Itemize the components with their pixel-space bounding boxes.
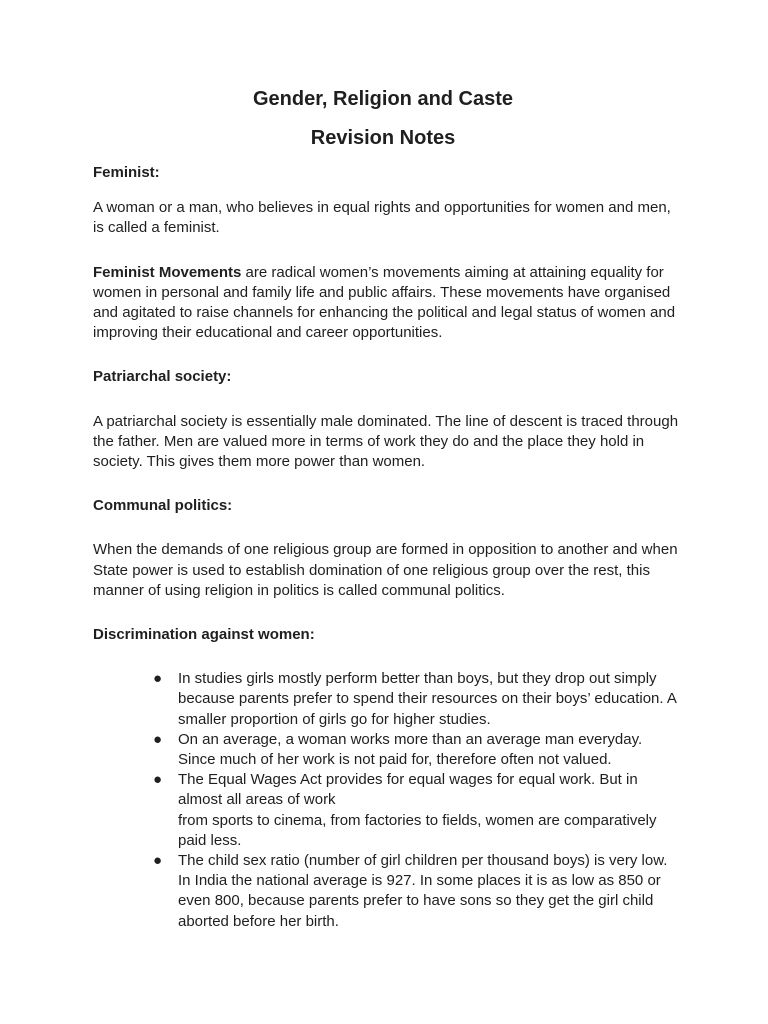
patriarchal-society-text: A patriarchal society is essentially male dominated. The line of descent is traced through the father. Men are valued more in terms of work they do and the place they hold in society. This gives them more power than women. (93, 412, 679, 471)
list-item (153, 669, 679, 730)
list-item (153, 730, 679, 770)
feminist-movements-text: are radical women’s movements aiming at attaining equality for women in personal and family life and public affairs. These movements have organised and agitated to raise channels for enhancing the political and legal status of women and improving their educational and career opportunities. (93, 263, 676, 342)
feminist-movements-paragraph (93, 263, 679, 344)
document-subtitle: Revision Notes (310, 127, 456, 149)
bullet-text: On an average, a woman works more than an average man everyday. Since much of her work is not paid for, therefore often not valued. (178, 730, 643, 769)
list-item (153, 851, 679, 932)
heading-patriarchal-society: Patriarchal society: (93, 368, 232, 386)
bullet-text-continuation: from sports to cinema, from factories to fields, women are comparatively paid less. (178, 811, 657, 849)
bullet-text: In studies girls mostly perform better than boys, but they drop out simply because parents prefer to spend their resources on their boys’ education. A smaller proportion of girls go for higher studies. (178, 670, 677, 728)
bullet-text: The child sex ratio (number of girl children per thousand boys) is very low. In India the national average is 927. In some places it is as low as 850 or even 800, because parents prefer to have sons so they get the girl child aborted before her birth. (178, 852, 668, 930)
document-body (93, 163, 679, 932)
bullet-icon: ● (153, 670, 163, 688)
heading-communal-politics: Communal politics: (93, 497, 233, 515)
heading-discrimination-against-women: Discrimination against women: (93, 626, 315, 644)
bullet-text: The Equal Wages Act provides for equal wages for equal work. But in almost all areas of work (178, 771, 638, 809)
list-item (153, 770, 679, 851)
bullet-icon: ● (153, 771, 163, 789)
heading-feminist: Feminist: (93, 164, 160, 181)
discrimination-bullet-list (153, 669, 679, 932)
feminist-movements-term: Feminist Movements (93, 263, 242, 281)
document-title: Gender, Religion and Caste (252, 88, 514, 110)
feminist-definition: A woman or a man, who believes in equal rights and opportunities for women and men, is called a feminist. (93, 199, 671, 237)
bullet-icon: ● (153, 730, 163, 748)
bullet-icon: ● (153, 852, 163, 870)
communal-politics-text: When the demands of one religious group are formed in opposition to another and when State power is used to establish domination of one religious group over the rest, this manner of using religion in politics is called communal politics. (93, 541, 678, 599)
